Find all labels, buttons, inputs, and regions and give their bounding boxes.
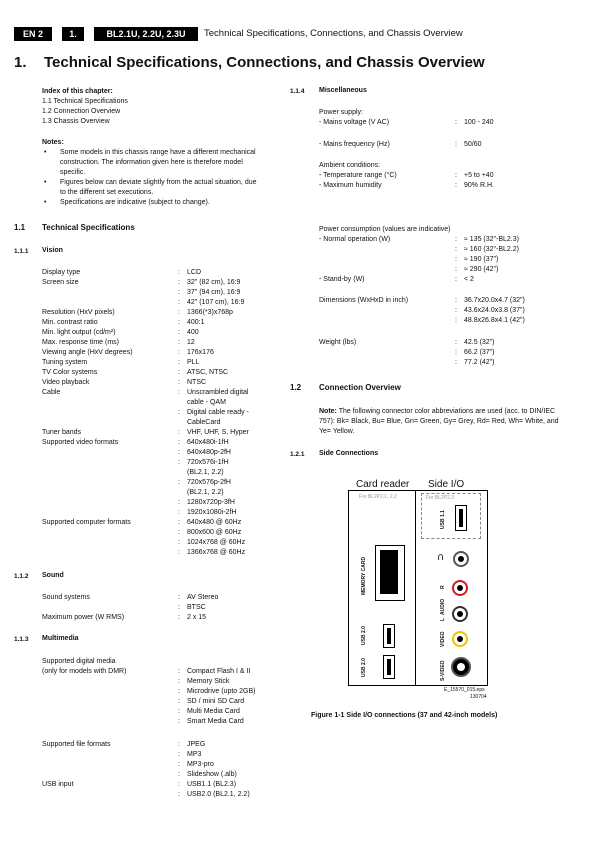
spec-value: 48.8x26.8x4.1 (42") — [464, 317, 525, 324]
spec-row — [42, 348, 272, 358]
model-note-side-io: For BL2P2.3 — [426, 495, 455, 501]
usb20-label-b: USB 2.0 — [361, 658, 367, 677]
index-heading: Index of this chapter: — [42, 88, 113, 95]
spec-colon: : — [178, 698, 180, 705]
panel-divider — [415, 491, 416, 685]
headphone-icon: ∩ — [437, 552, 445, 563]
spec-colon: : — [455, 266, 457, 273]
spec-label: Tuner bands — [42, 429, 82, 436]
subsection-title: Sound — [42, 572, 64, 579]
spec-value: +5 to +40 — [464, 172, 494, 179]
spec-row — [319, 171, 549, 181]
spec-value: 42" (107 cm), 16:9 — [187, 299, 245, 306]
spec-value: USB1.1 (BL2.3) — [187, 781, 237, 788]
subsection-number: 1.1.3 — [14, 636, 29, 643]
spec-colon: : — [178, 509, 180, 516]
note-item: • Some models in this chassis range have a different mechanical construction. The information given here is therefore model specific. — [42, 148, 264, 178]
spec-row — [42, 677, 272, 687]
spec-row — [42, 528, 272, 538]
spec-row — [42, 780, 272, 790]
spec-colon: : — [178, 539, 180, 546]
spec-row — [319, 108, 549, 118]
spec-colon: : — [178, 614, 180, 621]
spec-row — [42, 657, 272, 667]
spec-row — [42, 368, 272, 378]
spec-colon: : — [178, 499, 180, 506]
spec-value: PLL — [187, 359, 200, 366]
spec-label: - Mains voltage (V AC) — [319, 119, 390, 126]
spec-row — [319, 225, 549, 235]
spec-label: Max. response time (ms) — [42, 339, 120, 346]
spec-row — [42, 697, 272, 707]
spec-label: Screen size — [42, 279, 79, 286]
spec-label: Maximum power (W RMS) — [42, 614, 125, 621]
spec-value: 400:1 — [187, 319, 205, 326]
spec-row — [42, 613, 272, 623]
memory-card-slot[interactable] — [375, 545, 405, 601]
spec-label: - Temperature range (°C) — [319, 172, 397, 179]
spec-value: 640x480i-1fH — [187, 439, 229, 446]
spec-row — [319, 118, 549, 128]
spec-colon: : — [178, 449, 180, 456]
spec-colon: : — [178, 319, 180, 326]
spec-value: 720x576i-1fH — [187, 459, 229, 466]
spec-colon: : — [178, 781, 180, 788]
spec-colon: : — [455, 119, 457, 126]
spec-row — [319, 140, 549, 150]
spec-row — [42, 268, 272, 278]
spec-value: 176x176 — [187, 349, 214, 356]
video-jack[interactable] — [452, 631, 468, 647]
spec-label: Dimensions (WxHxD in inch) — [319, 297, 409, 304]
spec-row — [42, 358, 272, 368]
spec-colon: : — [455, 359, 457, 366]
spec-label: Video playback — [42, 379, 90, 386]
dashed-usb-area — [421, 493, 481, 539]
spec-row — [42, 308, 272, 318]
spec-value: Slideshow (.alb) — [187, 771, 237, 778]
spec-row — [42, 593, 272, 603]
spec-value: JPEG — [187, 741, 206, 748]
header-badge-chapter: 1. — [62, 27, 84, 41]
spec-value: VHF, UHF, S, Hyper — [187, 429, 249, 436]
spec-value: 90% R.H. — [464, 182, 494, 189]
spec-colon: : — [178, 771, 180, 778]
audio-l-jack[interactable] — [452, 606, 468, 622]
spec-value: 1280x720p-3fH — [187, 499, 235, 506]
spec-value: 66.2 (37") — [464, 349, 495, 356]
spec-label: - Mains frequency (Hz) — [319, 141, 390, 148]
spec-value: 1366x768 @ 60Hz — [187, 549, 246, 556]
spec-label: Min. light output (cd/m²) — [42, 329, 116, 336]
spec-colon: : — [455, 339, 457, 346]
spec-row — [42, 538, 272, 548]
spec-label: Supported computer formats — [42, 519, 131, 526]
spec-value: 50/60 — [464, 141, 482, 148]
note-item: • Figures below can deviate slightly from the actual situation, due to the different set executions. — [42, 178, 264, 198]
spec-row — [42, 498, 272, 508]
memory-card-label: MEMORY CARD — [361, 556, 367, 595]
spec-row — [42, 428, 272, 438]
spec-colon: : — [178, 329, 180, 336]
spec-row — [42, 687, 272, 697]
spec-value: 42.5 (32") — [464, 339, 495, 346]
spec-row — [319, 255, 549, 265]
spec-colon: : — [178, 604, 180, 611]
side-io-diagram — [348, 490, 488, 686]
spec-row — [42, 388, 272, 398]
spec-row — [42, 667, 272, 677]
figure-file-date: 130704 — [470, 694, 487, 700]
spec-row — [42, 478, 272, 488]
note-item: • Specifications are indicative (subject to change). — [42, 198, 264, 208]
spec-row — [42, 508, 272, 518]
spec-value: Unscrambled digital — [187, 389, 249, 396]
spec-colon: : — [178, 379, 180, 386]
subsection-title: Side Connections — [319, 450, 379, 457]
spec-label: Viewing angle (HxV degrees) — [42, 349, 133, 356]
spec-value: MP3 — [187, 751, 202, 758]
spec-colon: : — [455, 297, 457, 304]
usb11-port[interactable] — [455, 505, 467, 531]
spec-label: TV Color systems — [42, 369, 98, 376]
spec-row — [42, 378, 272, 388]
usb11-label: USB 1.1 — [440, 510, 446, 529]
spec-colon: : — [178, 708, 180, 715]
notes-heading: Notes: — [42, 139, 64, 146]
spec-colon: : — [178, 751, 180, 758]
chapter-index — [42, 87, 267, 127]
connection-note — [319, 407, 564, 437]
spec-colon: : — [455, 172, 457, 179]
spec-value: (BL2.1, 2.2) — [187, 469, 224, 476]
spec-row — [42, 548, 272, 558]
audio-l-label: L — [440, 617, 446, 621]
spec-row — [42, 328, 272, 338]
notes-block — [42, 138, 264, 208]
spec-row — [42, 518, 272, 528]
figure-caption: Figure 1-1 Side I/O connections (37 and 42-inch models) — [311, 712, 498, 719]
audio-r-label: R — [440, 585, 446, 589]
spec-colon: : — [178, 349, 180, 356]
spec-label: - Stand-by (W) — [319, 276, 365, 283]
spec-colon: : — [178, 289, 180, 296]
index-item[interactable]: 1.1 Technical Specifications — [42, 98, 128, 105]
spec-colon: : — [455, 236, 457, 243]
spec-colon: : — [178, 741, 180, 748]
subsection-title: Vision — [42, 247, 63, 254]
spec-value: SD / mini SD Card — [187, 698, 245, 705]
spec-row — [42, 438, 272, 448]
spec-row — [319, 235, 549, 245]
usb20-label-a: USB 2.0 — [361, 626, 367, 645]
spec-row — [42, 488, 272, 498]
section-title: Connection Overview — [319, 383, 401, 392]
spec-colon: : — [178, 369, 180, 376]
subsection-title: Miscellaneous — [319, 87, 367, 94]
section-number: 1.1 — [14, 223, 26, 232]
video-label: VIDEO — [440, 631, 446, 647]
spec-row — [42, 458, 272, 468]
spec-value: 2 x 15 — [187, 614, 207, 621]
spec-row — [42, 603, 272, 613]
spec-value: (BL2.1, 2.2) — [187, 489, 224, 496]
model-note-card-reader: For BL2P2.1, 2.2 — [359, 494, 397, 500]
spec-label: Sound systems — [42, 594, 90, 601]
spec-row — [319, 265, 549, 275]
spec-colon: : — [178, 761, 180, 768]
spec-colon: : — [178, 479, 180, 486]
spec-value: Microdrive (upto 2GB) — [187, 688, 256, 695]
spec-value: Compact Flash I & II — [187, 668, 251, 675]
chapter-number: 1. — [14, 54, 27, 71]
spec-value: Digital cable ready - — [187, 409, 249, 416]
spec-row — [319, 338, 549, 348]
spec-value: ≈ 190 (37") — [464, 256, 499, 263]
spec-colon: : — [178, 279, 180, 286]
spec-value: 400 — [187, 329, 199, 336]
spec-colon: : — [178, 339, 180, 346]
spec-colon: : — [178, 299, 180, 306]
spec-colon: : — [178, 529, 180, 536]
svideo-label: S-VIDEO — [440, 660, 446, 681]
chapter-title: Technical Specifications, Connections, and Chassis Overview — [44, 54, 485, 71]
usb20-port-b[interactable] — [383, 655, 395, 679]
spec-colon: : — [455, 246, 457, 253]
spec-row — [319, 275, 549, 285]
usb20-port-a[interactable] — [383, 624, 395, 648]
spec-label: Cable — [42, 389, 61, 396]
spec-row — [42, 278, 272, 288]
figure-file-ref: E_15570_015.eps — [444, 687, 485, 693]
spec-value: USB2.0 (BL2.1, 2.2) — [187, 791, 250, 798]
spec-label: Supported file formats — [42, 741, 111, 748]
spec-value: Smart Media Card — [187, 718, 244, 725]
spec-row — [42, 408, 272, 418]
spec-value: 12 — [187, 339, 195, 346]
spec-label: Display type — [42, 269, 81, 276]
spec-value: 37" (94 cm), 16:9 — [187, 289, 241, 296]
spec-colon: : — [178, 439, 180, 446]
spec-colon: : — [178, 549, 180, 556]
spec-row — [42, 790, 272, 800]
spec-row — [42, 298, 272, 308]
spec-colon: : — [178, 429, 180, 436]
spec-row — [319, 348, 549, 358]
spec-label: Resolution (HxV pixels) — [42, 309, 115, 316]
section-number: 1.2 — [290, 383, 302, 392]
spec-colon: : — [178, 309, 180, 316]
spec-row — [319, 296, 549, 306]
spec-label: - Normal operation (W) — [319, 236, 391, 243]
spec-row — [319, 181, 549, 191]
spec-colon: : — [455, 317, 457, 324]
spec-label: Min. contrast ratio — [42, 319, 98, 326]
spec-label: (only for models with DMR) — [42, 668, 127, 675]
spec-value: 1366(*3)x768p — [187, 309, 233, 316]
spec-value: AV Stereo — [187, 594, 219, 601]
spec-value: 36.7x20.0x4.7 (32") — [464, 297, 525, 304]
connection-note-text: The following connector color abbreviations are used (acc. to DIN/IEC 757): Bk= Black, Bu= Blue, Gn= Green, Gy= Grey, Rd= Red, Wh= White, and Ye= Yellow. — [319, 408, 559, 435]
spec-value: BTSC — [187, 604, 206, 611]
connection-note-label: Note: — [319, 408, 337, 415]
spec-colon: : — [178, 359, 180, 366]
spec-colon: : — [178, 718, 180, 725]
subsection-number: 1.1.1 — [14, 248, 29, 255]
spec-colon: : — [455, 349, 457, 356]
spec-value: 43.6x24.0x3.8 (37") — [464, 307, 525, 314]
spec-value: < 2 — [464, 276, 474, 283]
spec-label: Supported video formats — [42, 439, 119, 446]
spec-colon: : — [455, 276, 457, 283]
audio-r-jack[interactable] — [452, 580, 468, 596]
spec-colon: : — [455, 307, 457, 314]
spec-value: 640x480 @ 60Hz — [187, 519, 242, 526]
spec-row — [42, 760, 272, 770]
side-io-label: Side I/O — [428, 479, 465, 490]
spec-value: Multi Media Card — [187, 708, 240, 715]
spec-label: Power consumption (values are indicative) — [319, 226, 451, 233]
spec-label: - Maximum humidity — [319, 182, 382, 189]
spec-value: NTSC — [187, 379, 207, 386]
svideo-jack[interactable] — [451, 657, 471, 677]
spec-colon: : — [178, 594, 180, 601]
spec-row — [319, 358, 549, 368]
subsection-title: Multimedia — [42, 635, 79, 642]
spec-label: Ambient conditions: — [319, 162, 381, 169]
section-title: Technical Specifications — [42, 223, 135, 232]
spec-colon: : — [178, 668, 180, 675]
spec-colon: : — [178, 791, 180, 798]
spec-value: 77.2 (42") — [464, 359, 495, 366]
spec-value: MP3-pro — [187, 761, 214, 768]
header-badge-model: BL2.1U, 2.2U, 2.3U — [94, 27, 198, 41]
spec-value: ≈ 135 (32"-BL2.3) — [464, 236, 519, 243]
spec-value: ATSC, NTSC — [187, 369, 229, 376]
spec-row — [42, 288, 272, 298]
spec-colon: : — [178, 688, 180, 695]
index-item[interactable]: 1.3 Chassis Overview — [42, 118, 110, 125]
spec-value: LCD — [187, 269, 202, 276]
spec-label: Tuning system — [42, 359, 88, 366]
spec-row — [42, 448, 272, 458]
spec-value: ≈ 160 (32"-BL2.2) — [464, 246, 519, 253]
spec-value: Memory Stick — [187, 678, 230, 685]
spec-row — [42, 318, 272, 328]
spec-label: Supported digital media — [42, 658, 116, 665]
spec-value: 100 - 240 — [464, 119, 494, 126]
spec-row — [42, 717, 272, 727]
spec-colon: : — [178, 269, 180, 276]
spec-value: CableCard — [187, 419, 221, 426]
spec-row — [42, 750, 272, 760]
spec-row — [42, 707, 272, 717]
spec-row — [319, 316, 549, 326]
spec-value: cable - QAM — [187, 399, 226, 406]
index-item[interactable]: 1.2 Connection Overview — [42, 108, 121, 115]
spec-row — [42, 338, 272, 348]
spec-value: 640x480p-2fH — [187, 449, 231, 456]
spec-row — [319, 161, 549, 171]
audio-label: AUDIO — [440, 598, 446, 615]
spec-colon: : — [178, 389, 180, 396]
subsection-number: 1.1.2 — [14, 573, 29, 580]
spec-value: 1024x768 @ 60Hz — [187, 539, 246, 546]
header-badge-lang: EN 2 — [14, 27, 52, 41]
spec-row — [42, 740, 272, 750]
spec-colon: : — [178, 459, 180, 466]
spec-value: 800x600 @ 60Hz — [187, 529, 242, 536]
spec-colon: : — [178, 409, 180, 416]
spec-value: 720x576p-2fH — [187, 479, 231, 486]
spec-label: Power supply: — [319, 109, 363, 116]
spec-row — [42, 398, 272, 408]
spec-row — [42, 468, 272, 478]
spec-row — [319, 306, 549, 316]
spec-colon: : — [455, 256, 457, 263]
spec-value: 32" (82 cm), 16:9 — [187, 279, 241, 286]
card-reader-label: Card reader — [356, 479, 410, 490]
headphone-jack[interactable] — [453, 551, 469, 567]
spec-row — [42, 770, 272, 780]
spec-label: Weight (lbs) — [319, 339, 357, 346]
header-title: Technical Specifications, Connections, and Chassis Overview — [204, 28, 463, 39]
spec-label: USB input — [42, 781, 74, 788]
subsection-number: 1.2.1 — [290, 451, 305, 458]
spec-row — [319, 245, 549, 255]
spec-colon: : — [178, 519, 180, 526]
spec-colon: : — [455, 182, 457, 189]
spec-row — [42, 418, 272, 428]
subsection-number: 1.1.4 — [290, 88, 305, 95]
spec-colon: : — [455, 141, 457, 148]
spec-value: 1920x1080i-2fH — [187, 509, 237, 516]
spec-value: ≈ 290 (42") — [464, 266, 499, 273]
spec-colon: : — [178, 678, 180, 685]
